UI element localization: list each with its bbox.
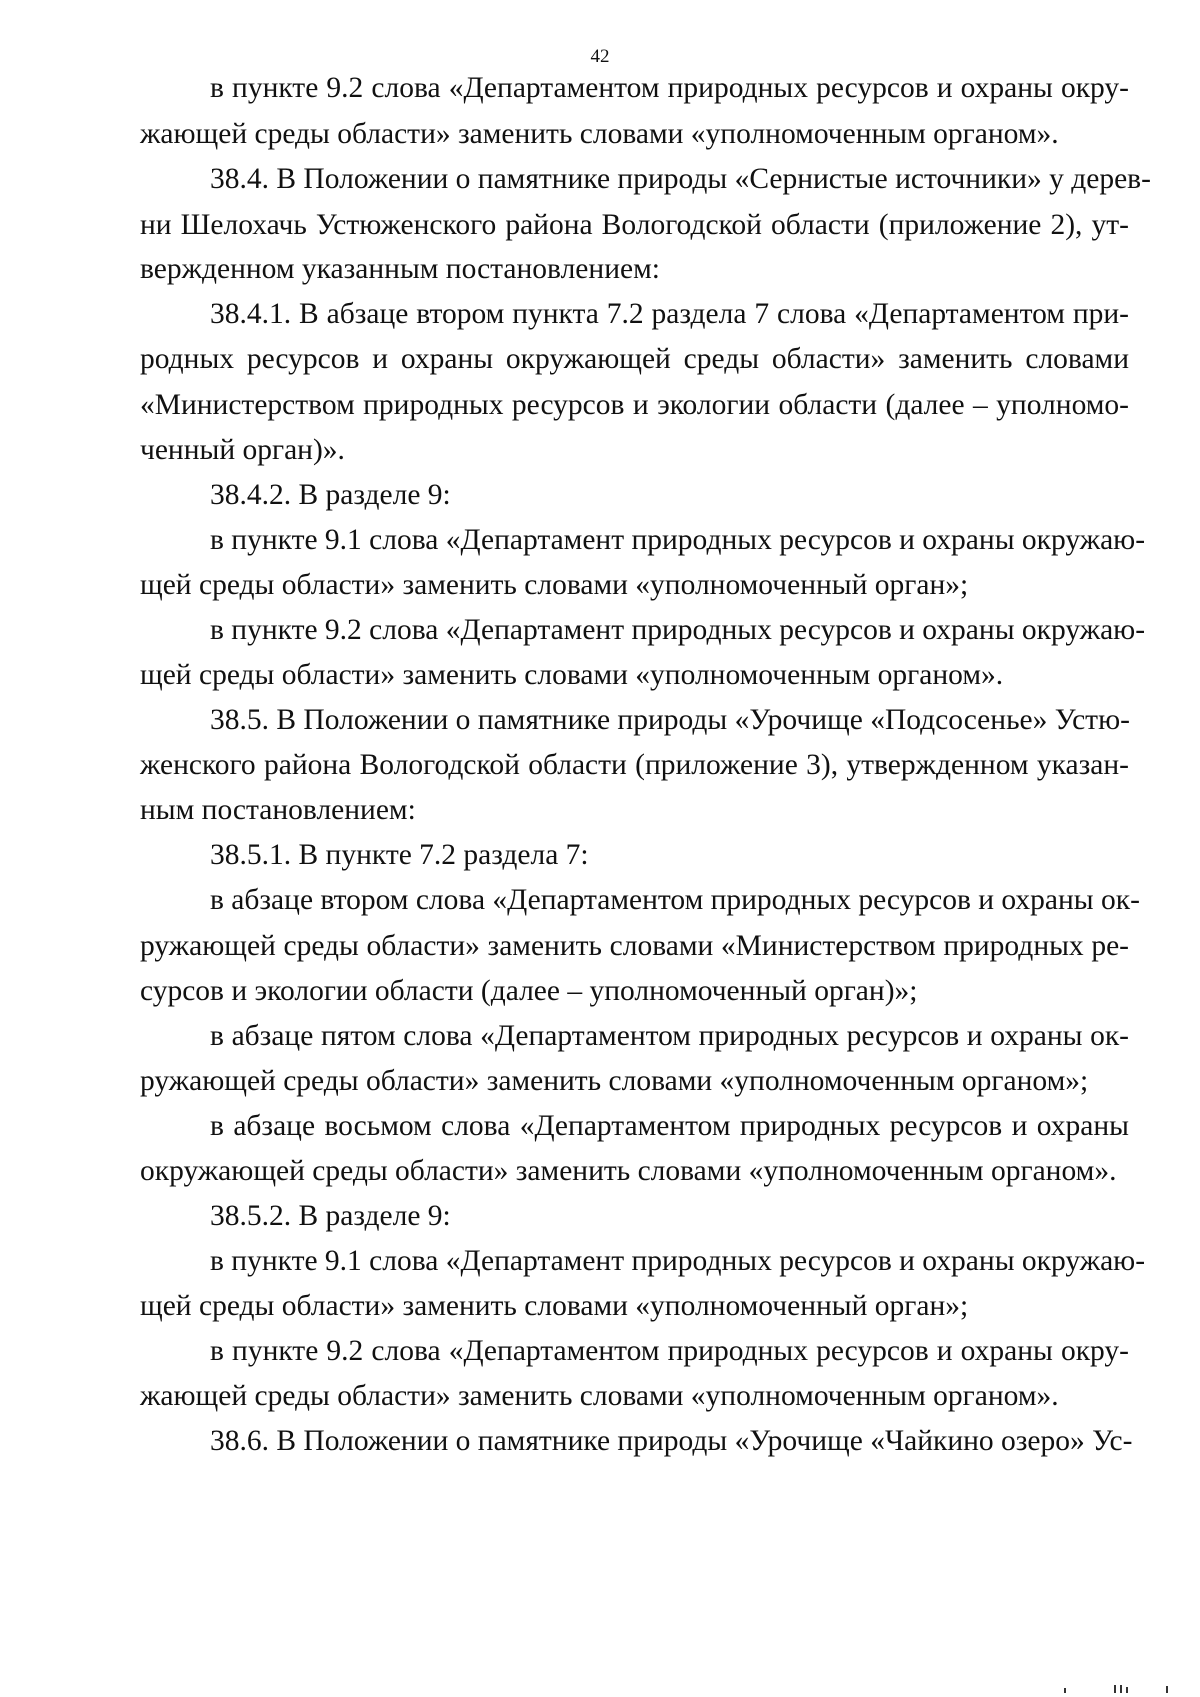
text-line: ченный орган)». bbox=[140, 434, 345, 466]
text-line: «Министерством природных ресурсов и экологии области (далее – уполномо- bbox=[140, 389, 1129, 421]
text-line: в абзаце пятом слова «Департаментом природных ресурсов и охраны ок- bbox=[210, 1020, 1129, 1052]
text-line: 38.5.2. В разделе 9: bbox=[210, 1200, 451, 1232]
text-line: щей среды области» заменить словами «уполномоченный орган»; bbox=[140, 1290, 969, 1322]
text-line: родных ресурсов и охраны окружающей среды области» заменить словами bbox=[140, 343, 1129, 375]
text-line: щей среды области» заменить словами «уполномоченным органом». bbox=[140, 659, 1004, 691]
text-line: ружающей среды области» заменить словами «Министерством природных ре- bbox=[140, 930, 1129, 962]
text-line: женского района Вологодской области (приложение 3), утвержденном указан- bbox=[140, 749, 1129, 781]
text-line: жающей среды области» заменить словами «уполномоченным органом». bbox=[140, 1380, 1059, 1412]
text-line: в пункте 9.1 слова «Департамент природных ресурсов и охраны окружаю- bbox=[210, 524, 1146, 556]
scan-artifact bbox=[1054, 1683, 1174, 1693]
text-line: 38.4. В Положении о памятнике природы «Сернистые источники» у дерев- bbox=[210, 163, 1151, 195]
text-line: жающей среды области» заменить словами «уполномоченным органом». bbox=[140, 118, 1059, 150]
text-line: в пункте 9.2 слова «Департамент природных ресурсов и охраны окружаю- bbox=[210, 614, 1146, 646]
text-line: в абзаце втором слова «Департаментом природных ресурсов и охраны ок- bbox=[210, 884, 1140, 916]
text-line: 38.5.1. В пункте 7.2 раздела 7: bbox=[210, 839, 589, 871]
text-line: 38.5. В Положении о памятнике природы «Урочище «Подсосенье» Устю- bbox=[210, 704, 1130, 736]
text-line: ни Шелохачь Устюженского района Вологодской области (приложение 2), ут- bbox=[140, 209, 1129, 241]
text-line: в пункте 9.2 слова «Департаментом природных ресурсов и охраны окру- bbox=[210, 1335, 1129, 1367]
text-line: в пункте 9.1 слова «Департамент природных ресурсов и охраны окружаю- bbox=[210, 1245, 1146, 1277]
text-line: в пункте 9.2 слова «Департаментом природных ресурсов и охраны окру- bbox=[210, 72, 1129, 104]
text-line: ным постановлением: bbox=[140, 794, 416, 826]
text-line: сурсов и экологии области (далее – уполномоченный орган)»; bbox=[140, 975, 918, 1007]
text-line: окружающей среды области» заменить словами «уполномоченным органом». bbox=[140, 1155, 1117, 1187]
page-number: 42 bbox=[590, 46, 610, 67]
text-line: ружающей среды области» заменить словами «уполномоченным органом»; bbox=[140, 1065, 1089, 1097]
text-line: 38.6. В Положении о памятнике природы «Урочище «Чайкино озеро» Ус- bbox=[210, 1425, 1133, 1457]
text-line: вержденном указанным постановлением: bbox=[140, 253, 660, 285]
text-line: 38.4.2. В разделе 9: bbox=[210, 479, 451, 511]
text-line: 38.4.1. В абзаце втором пункта 7.2 раздела 7 слова «Департаментом при- bbox=[210, 298, 1129, 330]
text-line: в абзаце восьмом слова «Департаментом природных ресурсов и охраны bbox=[210, 1110, 1129, 1142]
text-line: щей среды области» заменить словами «уполномоченный орган»; bbox=[140, 569, 969, 601]
